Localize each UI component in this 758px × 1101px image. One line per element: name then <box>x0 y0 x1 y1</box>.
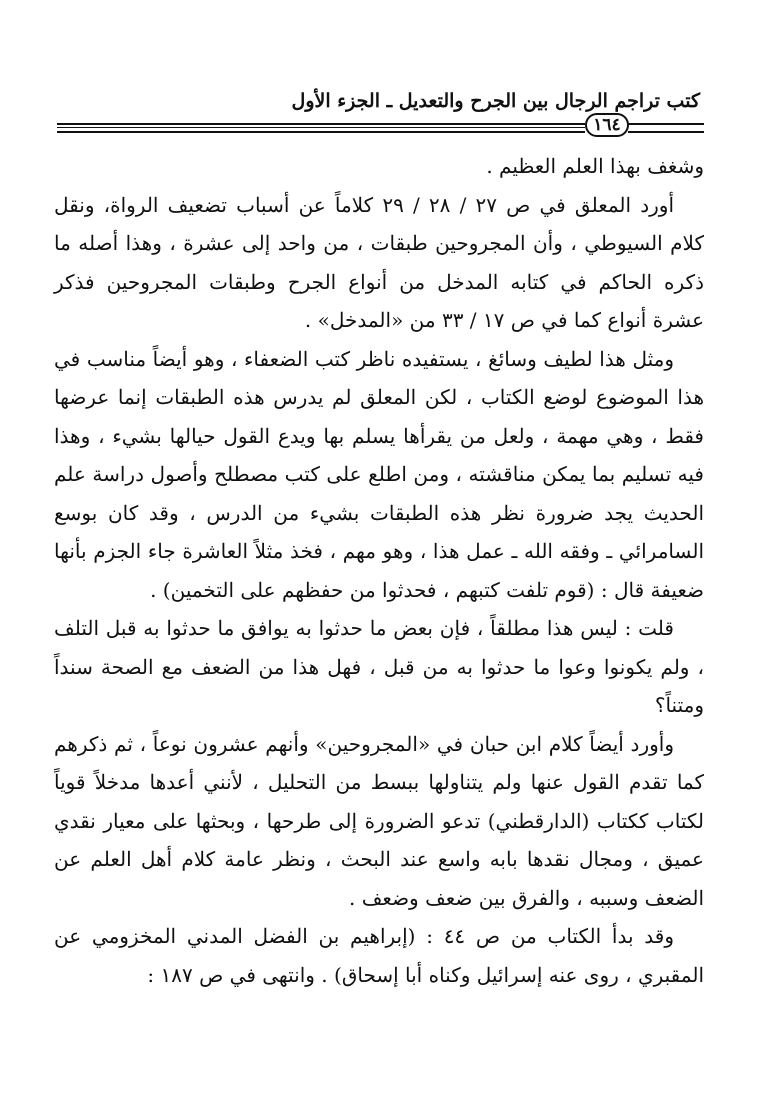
paragraph: أورد المعلق في ص ٢٧ / ٢٨ / ٢٩ كلاماً عن أسباب تضعيف الرواة، ونقل كلام السيوطي ، وأن المجروحين طبقات ، من واحد إلى عشرة ، وهذا أصله ما ذكره الحاكم في كتابه المدخل من أنواع الجرح وطبقات المجروحين فذكر عشرة أنواع كما في ص ١٧ / ٣٣ من «المدخل» . <box>54 192 704 332</box>
running-header-title: كتب تراجم الرجال بين الجرح والتعديل ـ الجزء الأول <box>291 90 700 112</box>
header-rule <box>57 123 585 125</box>
body-text <box>54 147 704 994</box>
paragraph: قلت : ليس هذا مطلقاً ، فإن بعض ما حدثوا به يوافق ما حدثوا به قبل التلف ، ولم يكونوا وعوا ما حدثوا به من قبل ، فهل هذا من الضعف مع الصحة سنداً ومتناً؟ <box>54 616 704 717</box>
paragraph: وشغف بهذا العلم العظيم . <box>486 154 704 178</box>
header-rule <box>628 131 704 133</box>
page-number <box>585 113 629 137</box>
paragraph: ومثل هذا لطيف وسائغ ، يستفيده ناظر كتب الضعفاء ، وهو أيضاً مناسب في هذا الموضوع لوضع الكتاب ، لكن المعلق لم يدرس هذه الطبقات إنما عرضها فقط ، وهي مهمة ، ولعل من يقرأها يسلم بها ويدع القول حيالها بشيء ، وهذا فيه تسليم بما يمكن مناقشته ، ومن اطلع على كتب مصطلح وأصول دراسة علم الحديث يجد ضرورة نظر هذه الطبقات بشيء من الدرس ، وقد كان بوسع السامرائي ـ وفقه الله ـ عمل هذا ، وهو مهم ، فخذ مثلاً العاشرة جاء الجزم بأنها ضعيفة قال : (قوم تلفت كتبهم ، فحدثوا من حفظهم على التخمين) . <box>54 346 704 602</box>
paragraph: وأورد أيضاً كلام ابن حبان في «المجروحين» وأنهم عشرون نوعاً ، ثم ذكرهم كما تقدم القول عنها ولم يتناولها ببسط من التحليل ، لأنني أعدها مدخلاً قوياً لكتاب ككتاب (الدارقطني) تدعو الضرورة إلى طرحها ، وبحثها على معيار نقدي عميق ، ومجال نقدها بابه واسع عند البحث ، ونظر عامة كلام أهل العلم عن الضعف وسببه ، والفرق بين ضعف وضعف . <box>54 731 704 910</box>
page-number-text: ١٦٤ <box>593 115 621 135</box>
header-rule <box>57 131 585 133</box>
header-rule <box>628 123 704 125</box>
header-rule <box>57 127 585 128</box>
paragraph: وقد بدأ الكتاب من ص ٤٤ : (إبراهيم بن الفضل المدني المخزومي عن المقبري ، روى عنه إسرائيل وكناه أبا إسحاق) . وانتهى في ص ١٨٧ : <box>54 924 704 987</box>
